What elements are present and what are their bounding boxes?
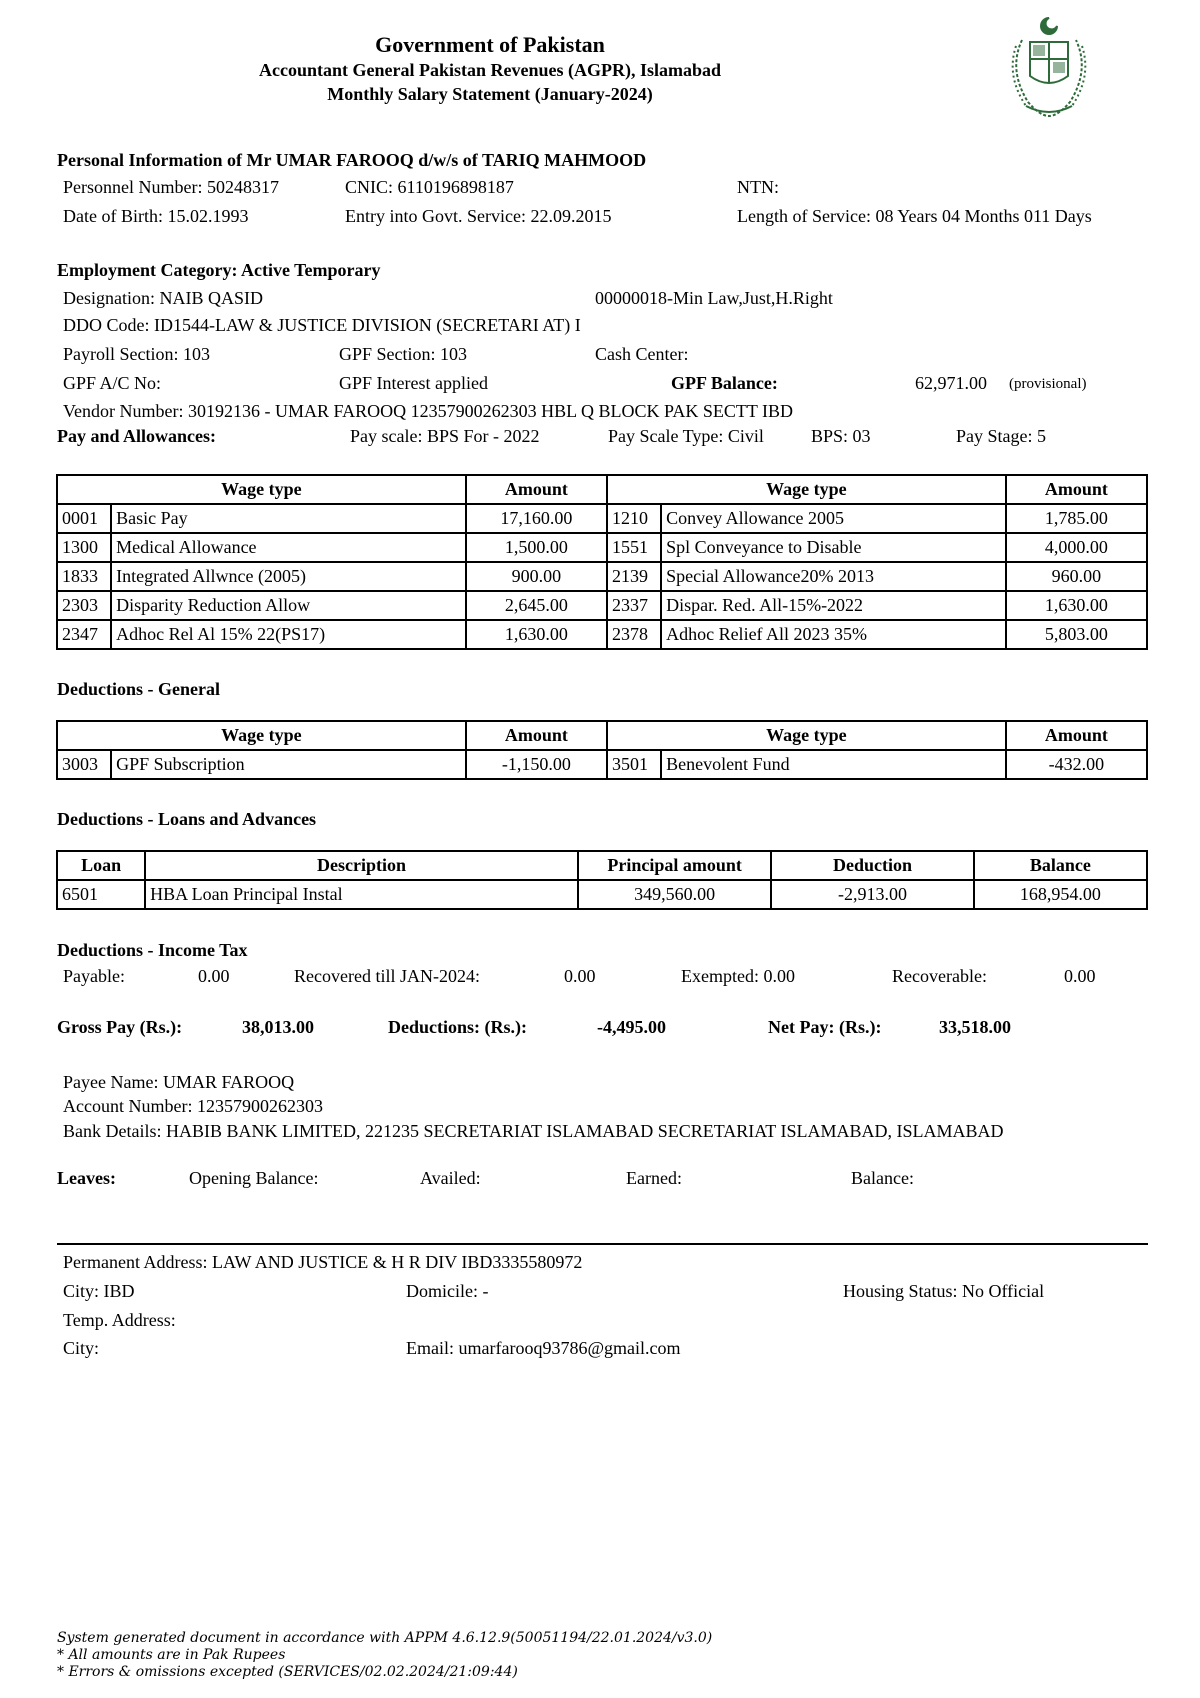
column-header: Wage type bbox=[57, 475, 466, 504]
leaves-label: Leaves: bbox=[57, 1168, 116, 1188]
tax-recovered: 0.00 bbox=[564, 966, 596, 986]
table-row bbox=[57, 533, 1147, 562]
leaves-earned: Earned: bbox=[626, 1168, 682, 1188]
wage-code: 1210 bbox=[607, 504, 661, 533]
wage-code: 2337 bbox=[607, 591, 661, 620]
account-number: Account Number: 12357900262303 bbox=[63, 1096, 323, 1116]
pay-scale: Pay scale: BPS For - 2022 bbox=[350, 426, 540, 446]
gpf-balance-label: GPF Balance: bbox=[671, 373, 778, 393]
loan-deduction: -2,913.00 bbox=[771, 880, 973, 909]
table-row bbox=[57, 880, 1147, 909]
deductions-loans-heading: Deductions - Loans and Advances bbox=[57, 809, 317, 829]
table-row bbox=[57, 620, 1147, 649]
cash-center: Cash Center: bbox=[595, 344, 689, 364]
wage-code: 1300 bbox=[57, 533, 111, 562]
wage-code: 1551 bbox=[607, 533, 661, 562]
page-subtitle: Accountant General Pakistan Revenues (AGPR), Islamabad bbox=[259, 60, 721, 80]
leaves-opening-balance: Opening Balance: bbox=[189, 1168, 319, 1188]
wage-code: 3003 bbox=[57, 750, 111, 779]
section-divider bbox=[57, 1243, 1148, 1245]
table-header-row bbox=[57, 475, 1147, 504]
income-tax-heading: Deductions - Income Tax bbox=[57, 940, 248, 960]
column-header: Amount bbox=[466, 721, 607, 750]
wage-type: Dispar. Red. All-15%-2022 bbox=[661, 591, 1006, 620]
table-row bbox=[57, 504, 1147, 533]
temp-address: Temp. Address: bbox=[63, 1310, 176, 1330]
amount: 1,630.00 bbox=[1006, 591, 1147, 620]
housing-status: Housing Status: No Official bbox=[843, 1281, 1045, 1301]
cnic: CNIC: 6110196898187 bbox=[345, 177, 514, 197]
amount: 900.00 bbox=[466, 562, 607, 591]
column-header: Loan bbox=[57, 851, 145, 880]
column-header: Balance bbox=[974, 851, 1147, 880]
table-row bbox=[57, 591, 1147, 620]
gross-pay: 38,013.00 bbox=[242, 1017, 314, 1037]
wage-type: Integrated Allwnce (2005) bbox=[111, 562, 466, 591]
deductions-total: -4,495.00 bbox=[597, 1017, 666, 1037]
wage-code: 2347 bbox=[57, 620, 111, 649]
personal-heading: Personal Information of Mr UMAR FAROOQ d/w/s of TARIQ MAHMOOD bbox=[57, 150, 647, 170]
wage-code: 2378 bbox=[607, 620, 661, 649]
net-pay-label: Net Pay: (Rs.): bbox=[768, 1017, 882, 1037]
ddo-code: DDO Code: ID1544-LAW & JUSTICE DIVISION (SECRETARI AT) I bbox=[63, 315, 581, 335]
pakistan-emblem-icon bbox=[1000, 10, 1098, 122]
column-header: Amount bbox=[1006, 721, 1147, 750]
wage-type: Spl Conveyance to Disable bbox=[661, 533, 1006, 562]
bank-details: Bank Details: HABIB BANK LIMITED, 221235 SECRETARIAT ISLAMABAD SECRETARIAT ISLAMABAD, ISLAMABAD bbox=[63, 1121, 1004, 1141]
permanent-address: Permanent Address: LAW AND JUSTICE & H R DIV IBD3335580972 bbox=[63, 1252, 583, 1272]
wage-type: Adhoc Rel Al 15% 22(PS17) bbox=[111, 620, 466, 649]
pay-heading: Pay and Allowances: bbox=[57, 426, 217, 446]
column-header: Wage type bbox=[57, 721, 466, 750]
wage-type: Medical Allowance bbox=[111, 533, 466, 562]
statement-title: Monthly Salary Statement (January-2024) bbox=[327, 84, 653, 104]
amount: 4,000.00 bbox=[1006, 533, 1147, 562]
wage-type: Disparity Reduction Allow bbox=[111, 591, 466, 620]
net-pay: 33,518.00 bbox=[939, 1017, 1011, 1037]
wage-code: 0001 bbox=[57, 504, 111, 533]
column-header: Wage type bbox=[607, 475, 1006, 504]
amount: -1,150.00 bbox=[466, 750, 607, 779]
wage-code: 3501 bbox=[607, 750, 661, 779]
ministry: 00000018-Min Law,Just,H.Right bbox=[595, 288, 833, 308]
tax-recovered-label: Recovered till JAN-2024: bbox=[294, 966, 480, 986]
footer-currency-note: * All amounts are in Pak Rupees bbox=[57, 1647, 286, 1663]
loan-code: 6501 bbox=[57, 880, 145, 909]
wage-code: 2139 bbox=[607, 562, 661, 591]
gpf-provisional: (provisional) bbox=[1009, 376, 1087, 392]
address-city: City: IBD bbox=[63, 1281, 135, 1301]
footer-errors-note: * Errors & omissions excepted (SERVICES/02.02.2024/21:09:44) bbox=[57, 1664, 518, 1680]
pay-allowances-table bbox=[56, 474, 1148, 650]
payroll-section: Payroll Section: 103 bbox=[63, 344, 210, 364]
employment-heading: Employment Category: Active Temporary bbox=[57, 260, 381, 280]
loan-balance: 168,954.00 bbox=[974, 880, 1147, 909]
leaves-availed: Availed: bbox=[420, 1168, 481, 1188]
deductions-label: Deductions: (Rs.): bbox=[388, 1017, 527, 1037]
amount: 5,803.00 bbox=[1006, 620, 1147, 649]
payee-name: Payee Name: UMAR FAROOQ bbox=[63, 1072, 295, 1092]
wage-type: GPF Subscription bbox=[111, 750, 466, 779]
amount: -432.00 bbox=[1006, 750, 1147, 779]
tax-exempted: Exempted: 0.00 bbox=[681, 966, 795, 986]
tax-recoverable-label: Recoverable: bbox=[892, 966, 987, 986]
wage-type: Basic Pay bbox=[111, 504, 466, 533]
amount: 2,645.00 bbox=[466, 591, 607, 620]
vendor-number: Vendor Number: 30192136 - UMAR FAROOQ 12357900262303 HBL Q BLOCK PAK SECTT IBD bbox=[63, 401, 794, 421]
column-header: Amount bbox=[1006, 475, 1147, 504]
amount: 1,630.00 bbox=[466, 620, 607, 649]
gpf-interest: GPF Interest applied bbox=[339, 373, 488, 393]
pay-scale-type: Pay Scale Type: Civil bbox=[608, 426, 764, 446]
table-header-row bbox=[57, 851, 1147, 880]
table-row bbox=[57, 750, 1147, 779]
page-title: Government of Pakistan bbox=[375, 32, 605, 57]
tax-payable: 0.00 bbox=[198, 966, 230, 986]
table-header-row bbox=[57, 721, 1147, 750]
wage-code: 1833 bbox=[57, 562, 111, 591]
amount: 1,785.00 bbox=[1006, 504, 1147, 533]
loans-table bbox=[56, 850, 1148, 910]
table-row bbox=[57, 562, 1147, 591]
principal-amount: 349,560.00 bbox=[578, 880, 771, 909]
bps: BPS: 03 bbox=[811, 426, 871, 446]
wage-code: 2303 bbox=[57, 591, 111, 620]
amount: 960.00 bbox=[1006, 562, 1147, 591]
column-header: Description bbox=[145, 851, 578, 880]
loan-description: HBA Loan Principal Instal bbox=[145, 880, 578, 909]
column-header: Amount bbox=[466, 475, 607, 504]
ntn: NTN: bbox=[737, 177, 779, 197]
gpf-balance-value: 62,971.00 bbox=[915, 373, 987, 393]
wage-type: Benevolent Fund bbox=[661, 750, 1006, 779]
personnel-number: Personnel Number: 50248317 bbox=[63, 177, 279, 197]
temp-city: City: bbox=[63, 1338, 100, 1358]
length-of-service: Length of Service: 08 Years 04 Months 011 Days bbox=[737, 206, 1092, 226]
gpf-account-no: GPF A/C No: bbox=[63, 373, 162, 393]
pay-stage: Pay Stage: 5 bbox=[956, 426, 1046, 446]
deductions-general-heading: Deductions - General bbox=[57, 679, 220, 699]
deductions-general-table bbox=[56, 720, 1148, 780]
wage-type: Special Allowance20% 2013 bbox=[661, 562, 1006, 591]
gpf-section: GPF Section: 103 bbox=[339, 344, 468, 364]
domicile: Domicile: - bbox=[406, 1281, 489, 1301]
column-header: Principal amount bbox=[578, 851, 771, 880]
tax-recoverable: 0.00 bbox=[1064, 966, 1096, 986]
gross-pay-label: Gross Pay (Rs.): bbox=[57, 1017, 183, 1037]
footer-system-note: System generated document in accordance with APPM 4.6.12.9(50051194/22.01.2024/v3.0) bbox=[57, 1630, 713, 1646]
tax-payable-label: Payable: bbox=[63, 966, 125, 986]
entry-into-service: Entry into Govt. Service: 22.09.2015 bbox=[345, 206, 612, 226]
leaves-balance: Balance: bbox=[851, 1168, 914, 1188]
email: Email: umarfarooq93786@gmail.com bbox=[406, 1338, 681, 1358]
amount: 1,500.00 bbox=[466, 533, 607, 562]
wage-type: Convey Allowance 2005 bbox=[661, 504, 1006, 533]
date-of-birth: Date of Birth: 15.02.1993 bbox=[63, 206, 249, 226]
amount: 17,160.00 bbox=[466, 504, 607, 533]
column-header: Wage type bbox=[607, 721, 1006, 750]
designation: Designation: NAIB QASID bbox=[63, 288, 263, 308]
wage-type: Adhoc Relief All 2023 35% bbox=[661, 620, 1006, 649]
column-header: Deduction bbox=[771, 851, 973, 880]
